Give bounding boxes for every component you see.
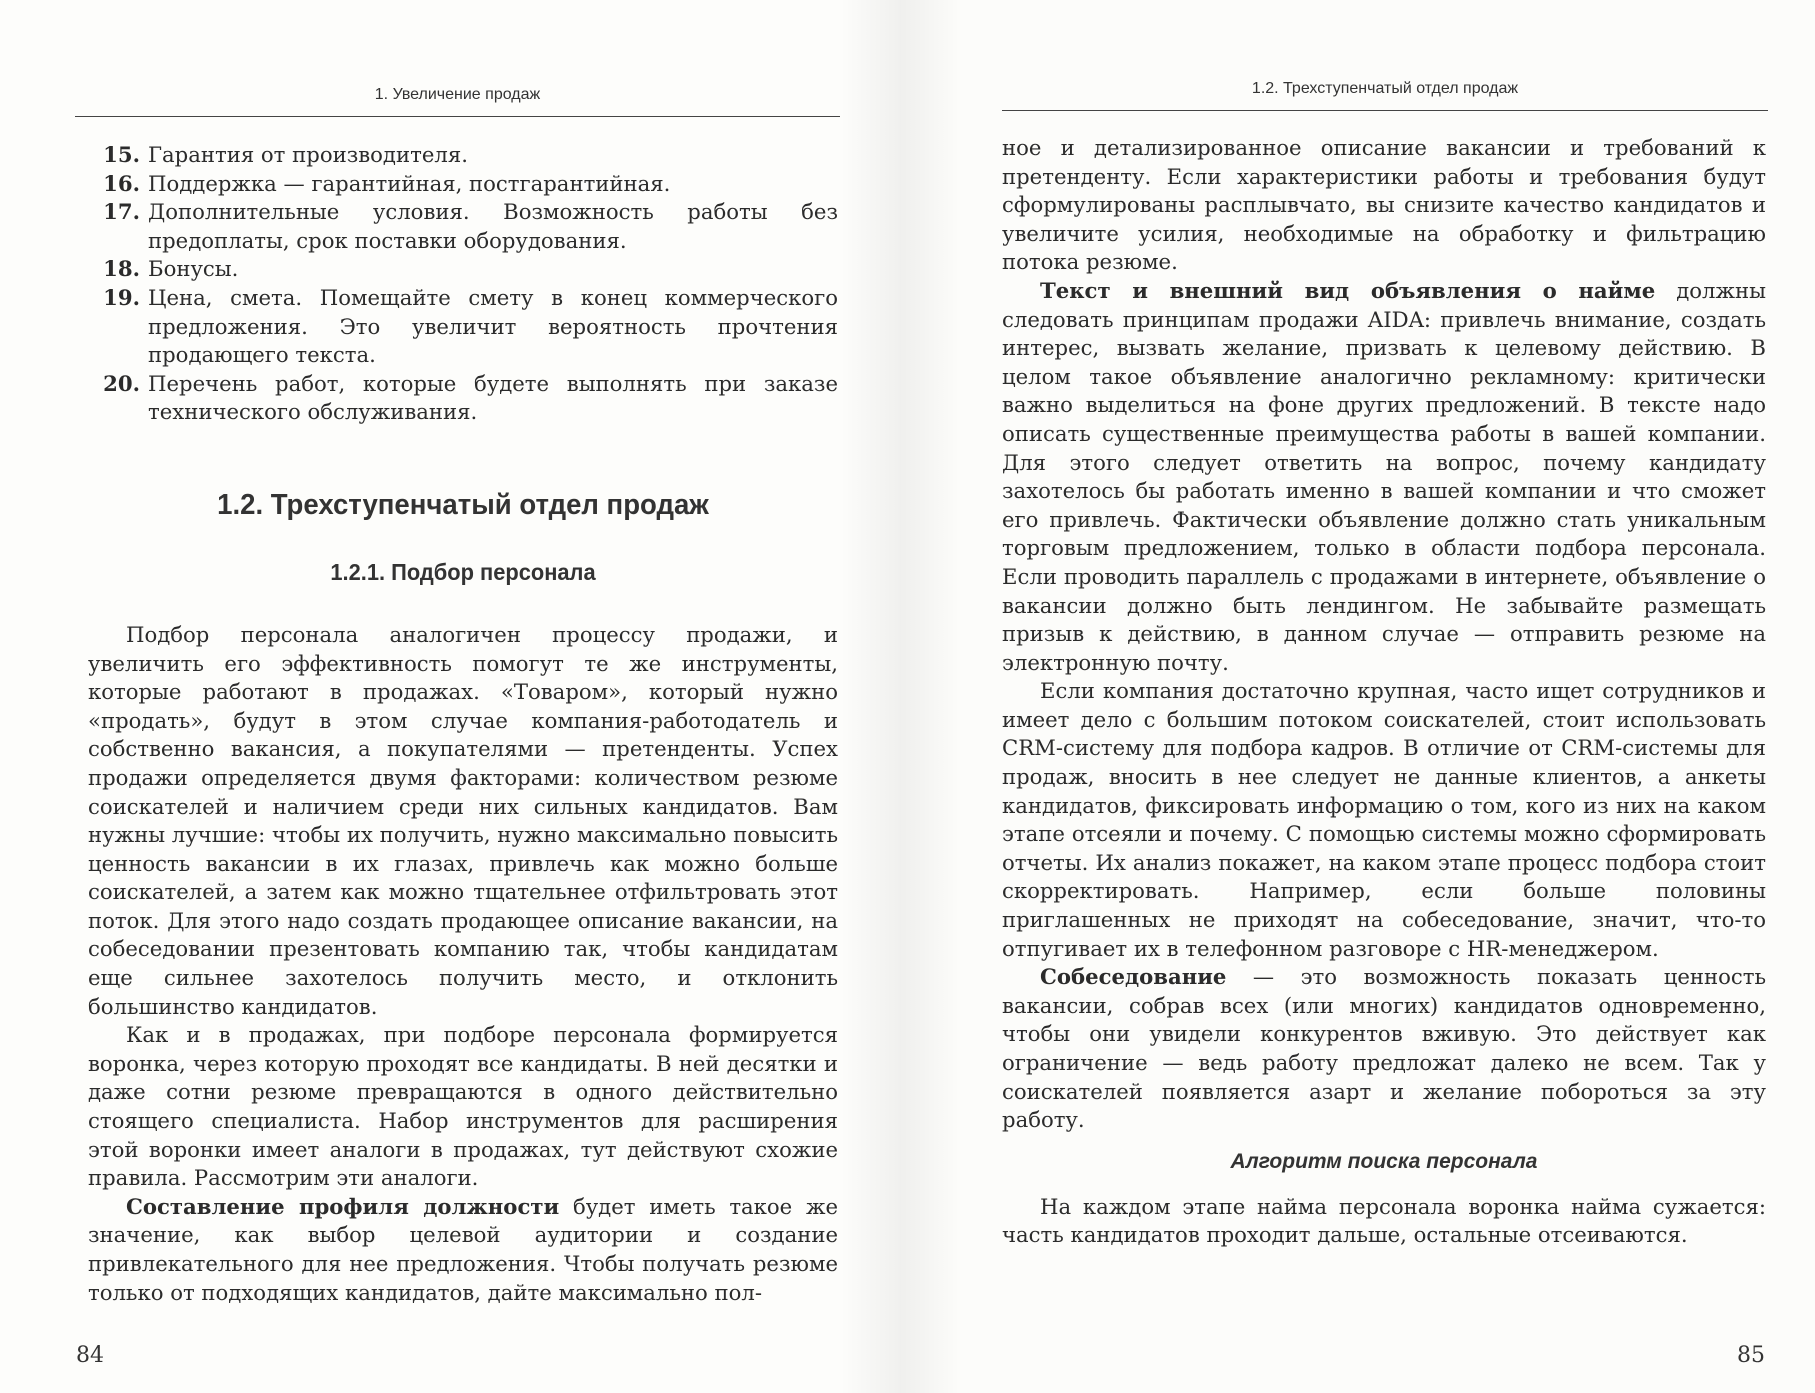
list-number: 15.: [103, 142, 140, 167]
list-text: Цена, смета. Помещайте смету в конец коммерческого предложения. Это увеличит вероятность прочтения продающего текста.: [148, 284, 838, 368]
list-number: 19.: [103, 284, 140, 310]
list-text: Гарантия от производителя.: [148, 142, 468, 167]
left-page-body: [88, 141, 838, 1307]
subheading: Алгоритм поиска персонала: [1230, 1149, 1538, 1173]
list-text: Поддержка — гарантийная, постгарантийная.: [148, 170, 671, 196]
list-item: [88, 198, 838, 255]
bold-term: Собеседование: [1040, 964, 1227, 990]
list-item: [88, 284, 838, 370]
paragraph: На каждом этапе найма персонала воронка найма сужается: часть кандидатов проходит дальше, остальные отсеиваются.: [1002, 1193, 1766, 1248]
list-text: Дополнительные условия. Возможность работы без предоплаты, срок поставки оборудования.: [148, 199, 838, 253]
paragraph: [1002, 963, 1766, 1135]
list-number: 16.: [103, 170, 140, 196]
list-item: [88, 255, 838, 284]
subsection-title: 1.2.1. Подбор персонала: [330, 558, 596, 585]
header-rule: [1002, 110, 1768, 111]
list-item: [88, 170, 838, 199]
page-number: 85: [1737, 1343, 1765, 1368]
right-page: [900, 0, 1815, 1393]
list-number: 18.: [103, 256, 140, 282]
list-number: 17.: [103, 199, 140, 225]
list-item: [88, 370, 838, 427]
paragraph-text: будет иметь такое же значение, как выбор целевой аудитории и создание привлекательного для нее предложения. Чтобы получать резюме только от подходящих кандидатов, дайте максимально пол-: [88, 1193, 838, 1305]
page-number: 84: [76, 1343, 104, 1368]
running-head: 1.2. Трехступенчатый отдел продаж: [1251, 80, 1519, 97]
bold-term: Текст и внешний вид объявления о найме: [1040, 277, 1656, 303]
paragraph-text: — это возможность показать ценность вакансии, собрав всех (или многих) кандидатов одновременно, чтобы они увидели конкурентов вживую. Это действует как ограничение — ведь работу предложат далеко не всем. Так у соискателей появляется азарт и желание побороться за эту работу.: [1002, 964, 1766, 1133]
running-head: 1. Увеличение продаж: [374, 86, 541, 103]
numbered-list: [88, 141, 838, 427]
paragraph: Как и в продажах, при подборе персонала формируется воронка, через которую проходят все кандидаты. В ней десятки и даже сотни резюме превращаются в одного действительно стоящего специалиста. Набор инструментов для расширения этой воронки имеет аналоги в продажах, тут действуют схожие правила. Рассмотрим эти аналоги.: [88, 1022, 838, 1191]
left-page: [0, 0, 900, 1393]
list-text: Перечень работ, которые будете выполнять при заказе технического обслуживания.: [148, 370, 838, 425]
header-rule: [75, 116, 840, 117]
paragraph: [88, 1193, 838, 1307]
paragraph: ное и детализированное описание вакансии и требований к претенденту. Если характеристики работы и требования будут сформулированы расплывчато, вы снизите качество кандидатов и увеличите усилия, необходимые на обработку и фильтрацию потока резюме.: [1002, 135, 1766, 275]
right-page-body: [1002, 134, 1766, 1250]
list-item: [88, 141, 838, 170]
paragraph: [1002, 277, 1766, 677]
paragraph-text: должны следовать принципам продажи AIDA: привлечь внимание, создать интерес, вызвать желание, призвать к целевому действию. В целом такое объявление аналогично рекламному: критически важно выделиться на фоне других предложений. В тексте надо описать существенные преимущества работы в вашей компании. Для этого следует ответить на вопрос, почему кандидату захотелось бы работать именно в вашей компании и что сможет его привлечь. Фактически объявление должно стать уникальным торговым предложением, только в области подбора персонала. Если проводить параллель с продажами в интернете, объявление о вакансии должно быть лендингом. Не забывайте размещать призыв к действию, в данном случае — отправить резюме на электронную почту.: [1002, 277, 1766, 675]
paragraph: Если компания достаточно крупная, часто ищет сотрудников и имеет дело с большим потоком соискателей, стоит использовать CRM-систему для подбора кадров. В отличие от CRM-системы для продаж, вносить в нее следует не данные клиентов, а анкеты кандидатов, фиксировать информацию о том, кого из них на каком этапе отсеяли и почему. С помощью системы можно сформировать отчеты. Их анализ покажет, на каком этапе процесс подбора стоит скорректировать. Например, если больше половины приглашенных не приходят на собеседование, значит, что-то отпугивает их в телефонном разговоре с HR-менеджером.: [1002, 678, 1766, 961]
list-number: 20.: [103, 370, 140, 396]
section-title: 1.2. Трехступенчатый отдел продаж: [217, 488, 709, 521]
bold-term: Составление профиля должности: [126, 1193, 560, 1219]
list-text: Бонусы.: [148, 256, 239, 282]
paragraph: Подбор персонала аналогичен процессу продажи, и увеличить его эффективность помогут те же инструменты, которые работают в продажах. «Товаром», который нужно «продать», будут в этом случае компания-работодатель и собственно вакансия, а покупателями — претенденты. Успех продажи определяется двумя факторами: количеством резюме соискателей и наличием среди них сильных кандидатов. Вам нужны лучшие: чтобы их получить, нужно максимально повысить ценность вакансии в их глазах, привлечь как можно больше соискателей, а затем как можно тщательнее отфильтровать этот поток. Для этого надо создать продающее описание вакансии, на собеседовании презентовать компанию так, чтобы кандидатам еще сильнее захотелось получить место, и отклонить большинство кандидатов.: [88, 621, 838, 1019]
